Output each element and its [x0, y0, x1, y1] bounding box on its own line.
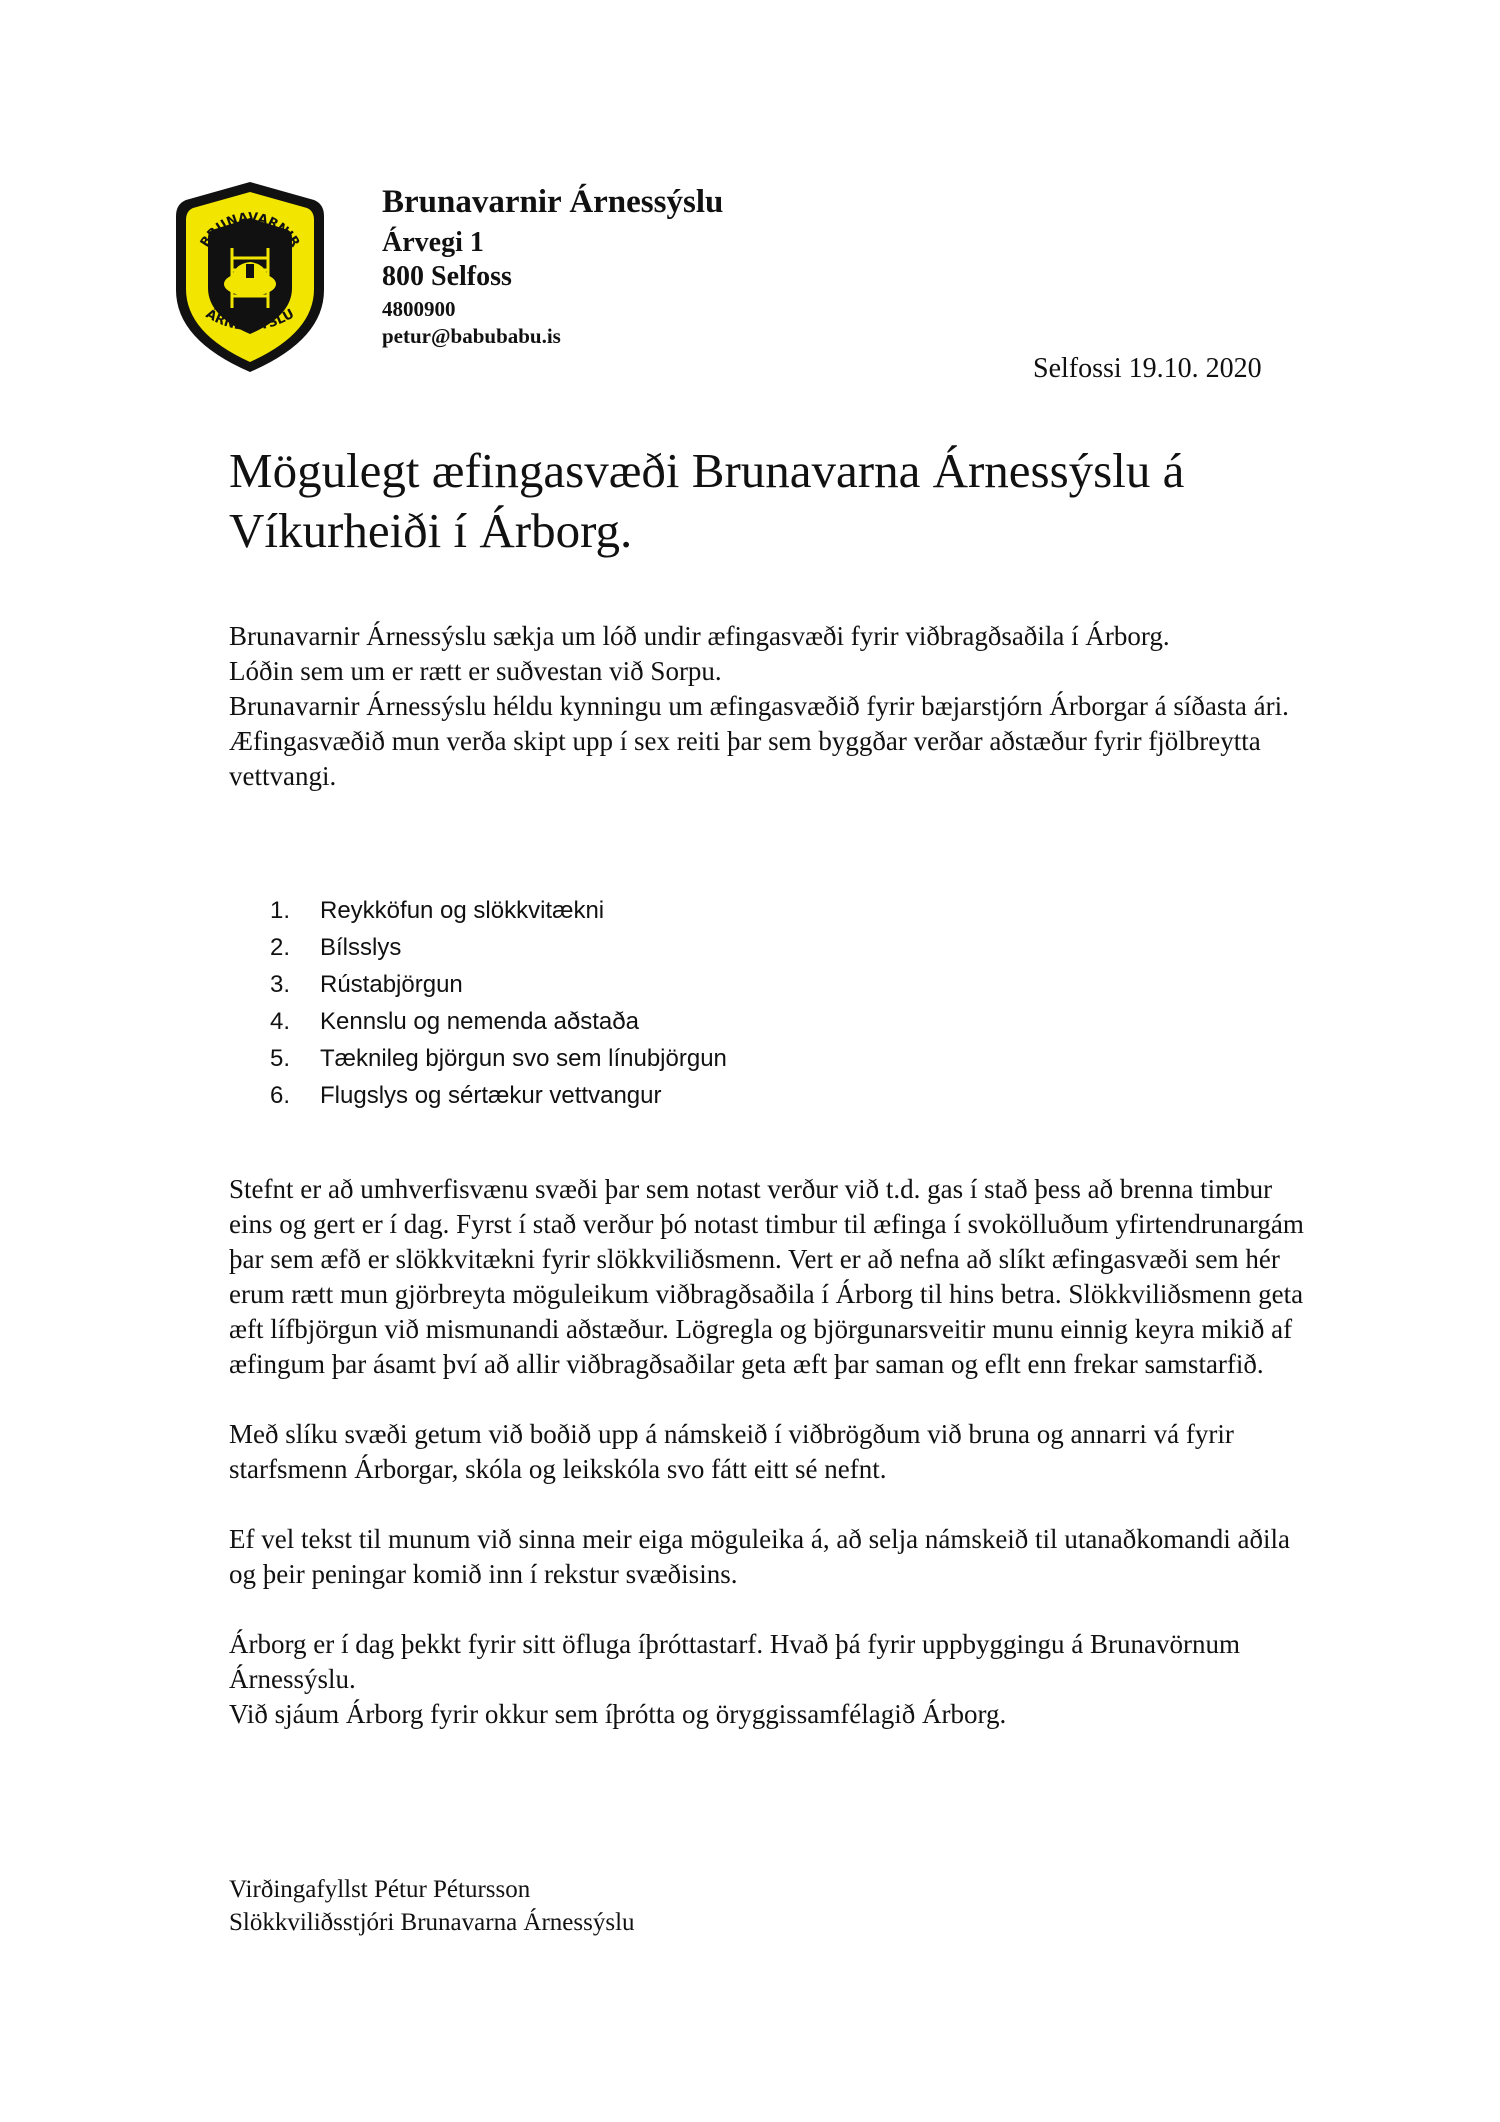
body-paragraph-4-line: Árborg er í dag þekkt fyrir sitt öfluga íþróttastarf. Hvað þá fyrir uppbyggingu á Brunavörnum Árnessýslu. [229, 1629, 1241, 1694]
list-item-number: 4. [270, 1008, 291, 1035]
organization-phone: 4800900 [382, 296, 456, 321]
list-item [270, 966, 727, 1003]
organization-street: Árvegi 1 [382, 226, 484, 258]
body-paragraph-4 [229, 1627, 1309, 1732]
list-item-text: Kennslu og nemenda aðstaða [320, 1008, 639, 1035]
list-item-number: 6. [270, 1082, 291, 1109]
list-item-text: Tæknileg björgun svo sem línubjörgun [320, 1045, 727, 1072]
logo-top-text: BRUNAVARNIR [197, 210, 303, 251]
body-paragraph-1: Stefnt er að umhverfisvænu svæði þar sem notast verður við t.d. gas í stað þess að brenna timbur eins og gert er í dag. Fyrst í stað verður þó notast timbur til æfinga í svokölluðum yfirtendrunargám þar sem æfð er slökkvitækni fyrir slökkviliðsmenn. Vert er að nefna að slíkt æfingasvæði sem hér erum rætt mun gjörbreyta möguleikum viðbragðsaðila í Árborg til hins betra. Slökkviliðsmenn geta æft lífbjörgun við mismunandi aðstæður. Lögregla og björgunarsveitir munu einnig keyra mikið af æfingum þar ásamt því að allir viðbragðsaðilar geta æft þar saman og eflt enn frekar samstarfið. [229, 1174, 1304, 1379]
list-item-number: 1. [270, 897, 291, 924]
intro-paragraph: Brunavarnir Árnessýslu héldu kynningu um æfingasvæðið fyrir bæjarstjórn Árborgar á síðasta ári. [229, 691, 1289, 721]
brunavarnir-logo [174, 178, 326, 374]
list-item [270, 1077, 727, 1114]
signature-name: Virðingafyllst Pétur Pétursson [229, 1876, 531, 1903]
list-item-text: Reykköfun og slökkvitækni [320, 897, 605, 924]
list-item [270, 1003, 727, 1040]
body-paragraph-4-line: Við sjáum Árborg fyrir okkur sem íþrótta og öryggissamfélagið Árborg. [229, 1699, 1007, 1729]
list-item-text: Flugslys og sértækur vettvangur [320, 1082, 662, 1109]
list-item-text: Bílsslys [320, 934, 402, 961]
list-item [270, 1040, 727, 1077]
body-section [229, 1172, 1309, 1732]
document-title: Mögulegt æfingasvæði Brunavarna Árnessýslu á Víkurheiði í Árborg. [229, 443, 1185, 558]
body-paragraph-3: Ef vel tekst til munum við sinna meir eiga möguleika á, að selja námskeið til utanaðkomandi aðila og þeir peningar komið inn í rekstur svæðisins. [229, 1524, 1290, 1589]
intro-paragraph: Æfingasvæðið mun verða skipt upp í sex reiti þar sem byggðar verðar aðstæður fyrir fjölbreytta vettvangi. [229, 726, 1261, 791]
letter-date: Selfossi 19.10. 2020 [1033, 353, 1262, 384]
list-item-text: Rústabjörgun [320, 971, 463, 998]
list-item-number: 3. [270, 971, 291, 998]
intro-paragraph: Lóðin sem um er rætt er suðvestan við Sorpu. [229, 656, 722, 686]
intro-section [229, 619, 1299, 794]
letterhead [382, 183, 723, 349]
training-areas-list [270, 892, 727, 1114]
list-item-number: 5. [270, 1045, 291, 1072]
logo-bottom-text: ÁRNESSÝSLU [203, 306, 297, 335]
intro-paragraph: Brunavarnir Árnessýslu sækja um lóð undir æfingasvæði fyrir viðbragðsaðila í Árborg. [229, 621, 1170, 651]
signature-block [229, 1873, 635, 1939]
organization-name: Brunavarnir Árnessýslu [382, 184, 724, 220]
body-paragraph-2: Með slíku svæði getum við boðið upp á námskeið í viðbrögðum við bruna og annarri vá fyrir starfsmenn Árborgar, skóla og leikskóla svo fátt eitt sé nefnt. [229, 1419, 1234, 1484]
list-item [270, 892, 727, 929]
list-item-number: 2. [270, 934, 291, 961]
list-item [270, 929, 727, 966]
signature-title: Slökkviliðsstjóri Brunavarna Árnessýslu [229, 1909, 635, 1936]
organization-email: petur@babubabu.is [382, 323, 561, 348]
organization-city: 800 Selfoss [382, 261, 512, 293]
